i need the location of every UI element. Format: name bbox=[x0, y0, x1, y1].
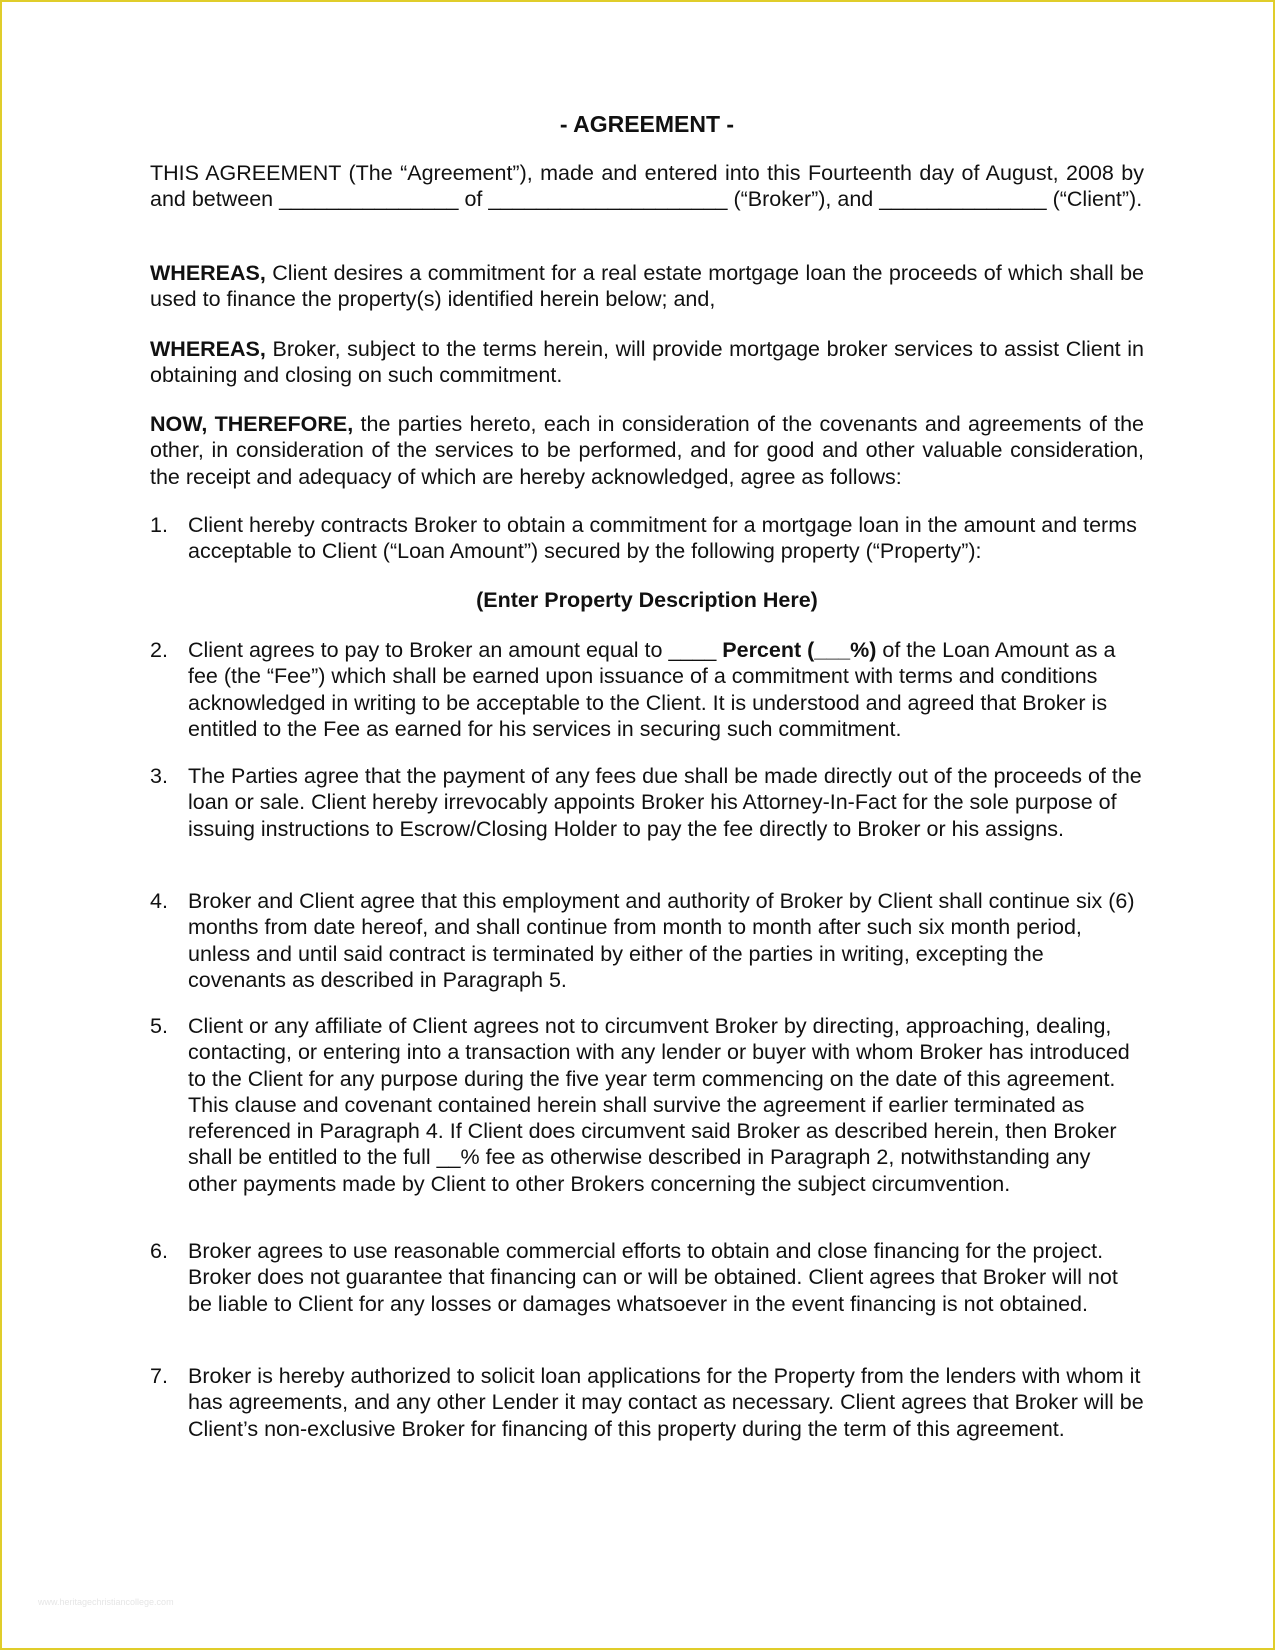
item-text: Broker agrees to use reasonable commercial efforts to obtain and close financing for the project. Broker does not guarantee that financing can or will be obtained. Client agrees that Broker will not be liable to Client for any losses or damages whatsoever in the event financing is not obtained. bbox=[188, 1239, 1118, 1316]
whereas-lead-2: WHEREAS, bbox=[150, 337, 266, 361]
whereas-paragraph-2 bbox=[150, 336, 1144, 389]
item-number: 2. bbox=[150, 638, 168, 662]
now-therefore-text: the parties hereto, each in consideration of the covenants and agreements of the other, in consideration of the services to be performed, and for good and other valuable consideration, the receipt and adequacy of which are hereby acknowledged, agree as follows: bbox=[150, 412, 1144, 489]
fee-text-pre: Client agrees to pay to Broker an amount equal to ____ bbox=[188, 638, 723, 662]
fee-text-post: of the Loan Amount as a fee (the “Fee”) which shall be earned upon issuance of a commitment with terms and conditions acknowledged in writing to be acceptable to the Client. It is understood and agreed that Broker is entitled to the Fee as earned for his services in securing such commitment. bbox=[188, 638, 1116, 741]
property-description-placeholder: (Enter Property Description Here) bbox=[476, 588, 818, 612]
item-number: 6. bbox=[150, 1239, 168, 1263]
whereas-lead-1: WHEREAS, bbox=[150, 261, 266, 285]
item-text: Client or any affiliate of Client agrees not to circumvent Broker by directing, approaching, dealing, contacting, or entering into a transaction with any lender or buyer with whom Broker has introduced to the Client for any purpose during the five year term commencing on the date of this agreement. This clause and covenant contained herein shall survive the agreement if earlier terminated as referenced in Paragraph 4. If Client does circumvent said Broker as described herein, then Broker shall be entitled to the full __% fee as otherwise described in Paragraph 2, notwithstanding any other payments made by Client to other Brokers concerning the subject circumvention. bbox=[188, 1014, 1130, 1196]
item-number: 1. bbox=[150, 513, 168, 537]
whereas-text-2: Broker, subject to the terms herein, will provide mortgage broker services to assist Client in obtaining and closing on such commitment. bbox=[150, 337, 1144, 388]
intro-paragraph: THIS AGREEMENT (The “Agreement”), made and entered into this Fourteenth day of August, 2008 by and between _______________ of ____________________ (“Broker”), and ______________ (“Client”). bbox=[150, 161, 1144, 212]
watermark-text: www.heritagechristiancollege.com bbox=[38, 1597, 174, 1607]
whereas-paragraph-1 bbox=[150, 260, 1144, 313]
item-number: 5. bbox=[150, 1014, 168, 1038]
item-number: 4. bbox=[150, 889, 168, 913]
item-text bbox=[188, 637, 1144, 742]
item-number: 3. bbox=[150, 764, 168, 788]
item-number: 7. bbox=[150, 1364, 168, 1388]
document-title: - AGREEMENT - bbox=[559, 111, 735, 137]
now-therefore-lead: NOW, THEREFORE, bbox=[150, 412, 354, 436]
now-therefore-paragraph bbox=[150, 411, 1144, 490]
item-text: Broker is hereby authorized to solicit loan applications for the Property from the lenders with whom it has agreements, and any other Lender it may contact as necessary. Client agrees that Broker will be Client’s non-exclusive Broker for financing of this property during the term of this agreement. bbox=[188, 1364, 1144, 1441]
whereas-text-1: Client desires a commitment for a real estate mortgage loan the proceeds of which shall be used to finance the property(s) identified herein below; and, bbox=[150, 261, 1144, 312]
fee-percent-label: Percent (___%) bbox=[722, 638, 877, 662]
item-text: Broker and Client agree that this employment and authority of Broker by Client shall continue six (6) months from date hereof, and shall continue from month to month after such six month period, unless and until said contract is terminated by either of the parties in writing, excepting the covenants as described in Paragraph 5. bbox=[188, 889, 1135, 992]
item-text: Client hereby contracts Broker to obtain a commitment for a mortgage loan in the amount and terms acceptable to Client (“Loan Amount”) secured by the following property (“Property”): bbox=[188, 513, 1137, 564]
item-text: The Parties agree that the payment of any fees due shall be made directly out of the proceeds of the loan or sale. Client hereby irrevocably appoints Broker his Attorney-In-Fact for the sole purpose of issuing instructions to Escrow/Closing Holder to pay the fee directly to Broker or his assigns. bbox=[188, 764, 1142, 841]
